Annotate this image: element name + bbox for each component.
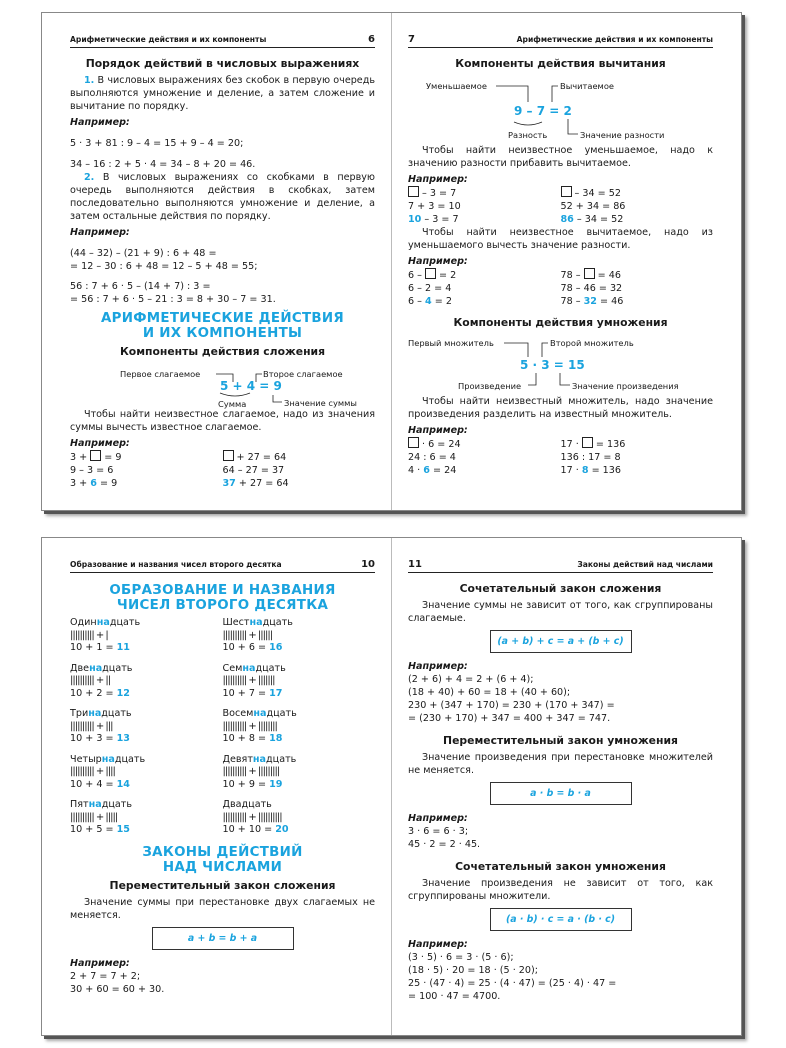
section-title: Сочетательный закон умножения	[455, 860, 666, 873]
blank-box	[561, 186, 572, 197]
example-label: Например:	[408, 661, 468, 672]
addition-example: 5 + 4 = 9	[220, 379, 282, 393]
rule-paragraph: Чтобы найти неизвестное слагаемое, надо из значения суммы вычесть известное слагаемое.	[70, 409, 375, 433]
label-sum-value: Значение суммы	[284, 398, 357, 408]
blank-box	[408, 437, 419, 448]
label-product: Произведение	[458, 381, 522, 391]
number-name-item	[70, 617, 223, 655]
equation: 56 : 7 + 6 · 5 – (14 + 7) : 3 =	[70, 281, 211, 292]
running-header	[70, 33, 375, 48]
chapter-heading: АРИФМЕТИЧЕСКИЕ ДЕЙСТВИЯ И ИХ КОМПОНЕНТЫ	[100, 311, 345, 341]
number-equation: 10 + 9 = 19	[222, 778, 283, 790]
equation: 230 + (347 + 170) = 230 + (170 + 347) =	[408, 700, 615, 711]
number-name-item	[223, 708, 376, 746]
example-label: Например:	[408, 174, 468, 185]
blank-box	[408, 186, 419, 197]
examples-columns: 3 + = 9 9 – 3 = 6 3 + 6 = 9 + 27 = 64 64 – 27 = 37 37 + 27 = 64	[70, 452, 289, 489]
law-formula-box: (a · b) · c = a · (b · c)	[490, 908, 632, 931]
page-number: 11	[408, 559, 422, 570]
tally-sticks: |||||||||| + |||||	[70, 811, 118, 823]
equation: (18 + 40) + 60 = 18 + (40 + 60);	[408, 687, 571, 698]
tally-sticks: |||||||||| + ||||||||||	[222, 811, 282, 823]
section-title: Переместительный закон сложения	[109, 878, 336, 892]
blank-box	[223, 450, 234, 461]
example-label: Например:	[70, 438, 130, 449]
addition-diagram	[70, 362, 375, 408]
law-formula-box: a + b = b + a	[152, 927, 294, 950]
multiplication-example: 5 · 3 = 15	[520, 358, 585, 372]
book-spread-bottom	[41, 537, 742, 1036]
equation: 5 · 3 + 81 : 9 – 4 = 15 + 9 – 4 = 20;	[70, 138, 244, 149]
number-name-item	[70, 663, 223, 701]
tally-sticks: |||||||||| + |	[70, 629, 108, 641]
examples-columns: · 6 = 24 24 : 6 = 4 4 · 6 = 24 17 · = 136 136 : 17 = 8 17 · 8 = 136	[408, 439, 626, 476]
example-label: Например:	[408, 425, 468, 436]
equation: 2 + 7 = 7 + 2;	[70, 970, 141, 982]
rule-paragraph: Чтобы найти неизвестный множитель, надо значение произведения разделить на известный множитель.	[408, 396, 713, 420]
number-word: Семнадцать	[222, 662, 286, 674]
rule-paragraph: 2. В числовых выражениях со скобками в первую очередь выполняются действия в скобках, затем последовательно выполняются умножение и деление, а затем остальные действия по порядку.	[70, 172, 375, 222]
number-word: Восемнадцать	[222, 708, 297, 719]
rule-paragraph: Чтобы найти неизвестное уменьшаемое, надо к значению разности прибавить вычитаемое.	[408, 145, 713, 169]
example-label: Например:	[408, 813, 468, 824]
rule-paragraph: Значение произведения при перестановке множителей не меняется.	[408, 752, 713, 776]
number-word: Шестнадцать	[222, 617, 293, 628]
multiplication-diagram	[408, 333, 713, 395]
chapter-heading: ОБРАЗОВАНИЕ И НАЗВАНИЯ ЧИСЕЛ ВТОРОГО ДЕСЯТКА	[109, 583, 336, 613]
number-word: Пятнадцать	[70, 799, 132, 810]
book-spread-top	[41, 12, 742, 511]
equation: (2 + 6) + 4 = 2 + (6 + 4);	[408, 674, 534, 685]
equation: = 56 : 7 + 6 · 5 – 21 : 3 = 8 + 30 – 7 = 31.	[70, 294, 276, 305]
header-title: Арифметические действия и их компоненты	[516, 35, 713, 44]
page-7	[392, 13, 741, 510]
number-name-item	[223, 799, 376, 837]
equation: (44 – 32) – (21 + 9) : 6 + 48 =	[70, 248, 217, 259]
number-word: Четырнадцать	[70, 753, 146, 765]
blank-box	[90, 450, 101, 461]
number-names-grid	[70, 617, 375, 837]
running-header	[408, 558, 713, 573]
label-first-factor: Первый множитель	[408, 338, 494, 348]
rule-paragraph: Чтобы найти неизвестное вычитаемое, надо из уменьшаемого вычесть значение разности.	[408, 227, 713, 251]
number-equation: 10 + 10 = 20	[222, 824, 289, 835]
label-subtrahend: Вычитаемое	[560, 81, 614, 91]
number-name-item	[223, 754, 376, 792]
equation: 34 – 16 : 2 + 5 · 4 = 34 – 8 + 20 = 46.	[70, 159, 256, 170]
rule-paragraph: Значение произведения не зависит от того, как сгруппированы множители.	[408, 878, 713, 902]
tally-sticks: |||||||||| + ||	[70, 675, 111, 686]
number-word: Тринадцать	[70, 708, 132, 719]
section-title: Порядок действий в числовых выражениях	[85, 57, 360, 70]
section-title: Переместительный закон умножения	[443, 734, 678, 747]
example-label: Например:	[70, 117, 130, 128]
examples-columns: 6 – = 2 6 – 2 = 4 6 – 4 = 2 78 – = 46 78 – 46 = 32 78 – 32 = 46	[408, 270, 624, 307]
tally-sticks: |||||||||| + ||||||||	[222, 720, 277, 732]
equation: (18 · 5) · 20 = 18 · (5 · 20);	[408, 965, 538, 976]
running-header	[408, 33, 713, 48]
number-word: Двадцать	[222, 799, 272, 810]
equation: = (230 + 170) + 347 = 400 + 347 = 747.	[408, 713, 611, 724]
page-number: 6	[368, 34, 375, 45]
section-title: Компоненты действия умножения	[453, 316, 668, 329]
number-word: Двенадцать	[70, 662, 133, 674]
equation: 3 · 6 = 6 · 3;	[408, 826, 469, 837]
section-title: Сочетательный закон сложения	[459, 582, 662, 595]
equation: 30 + 60 = 60 + 30.	[70, 983, 165, 995]
section-title: Компоненты действия вычитания	[455, 57, 666, 70]
number-equation: 10 + 5 = 15	[70, 824, 130, 835]
subtraction-diagram	[408, 74, 713, 144]
number-equation: 10 + 4 = 14	[70, 778, 130, 790]
equation: (3 · 5) · 6 = 3 · (5 · 6);	[408, 952, 514, 963]
number-name-item	[223, 663, 376, 701]
number-word: Девятнадцать	[222, 753, 297, 765]
tally-sticks: |||||||||| + |||||||||	[222, 766, 280, 777]
page-number: 10	[361, 559, 375, 570]
tally-sticks: |||||||||| + ||||||	[222, 629, 273, 641]
example-label: Например:	[70, 957, 130, 969]
blank-box	[425, 268, 436, 279]
equation: 25 · (47 · 4) = 25 · (4 · 47) = (25 · 4) · 47 =	[408, 978, 617, 989]
rule-paragraph: 1. В числовых выражениях без скобок в первую очередь выполняются умножение и деление, а затем сложение и вычитание по порядку.	[70, 75, 375, 112]
number-name-item	[70, 708, 223, 746]
blank-box	[582, 437, 593, 448]
page-10	[42, 538, 392, 1035]
label-minuend: Уменьшаемое	[426, 81, 487, 91]
number-equation: 10 + 1 = 11	[70, 642, 130, 653]
label-second-addend: Второе слагаемое	[263, 369, 343, 379]
subtraction-example: 9 – 7 = 2	[514, 104, 572, 118]
number-equation: 10 + 3 = 13	[70, 733, 130, 744]
rule-paragraph: Значение суммы при перестановке двух слагаемых не меняется.	[70, 896, 375, 921]
running-header	[70, 558, 375, 573]
law-formula-box: (a + b) + c = a + (b + c)	[490, 630, 632, 653]
label-difference: Разность	[508, 130, 548, 140]
tally-sticks: |||||||||| + |||||||	[222, 675, 275, 686]
law-formula-box: a · b = b · a	[490, 782, 632, 805]
number-equation: 10 + 8 = 18	[222, 733, 283, 744]
section-title: Компоненты действия сложения	[119, 345, 326, 358]
label-first-addend: Первое слагаемое	[120, 369, 201, 379]
chapter-heading: ЗАКОНЫ ДЕЙСТВИЙ НАД ЧИСЛАМИ	[142, 844, 303, 875]
number-name-item	[223, 617, 376, 655]
header-title: Образование и названия чисел второго десятка	[70, 560, 282, 569]
page-number: 7	[408, 34, 415, 45]
header-title: Законы действий над числами	[577, 560, 713, 569]
example-label: Например:	[70, 227, 130, 238]
label-sum: Сумма	[218, 399, 247, 409]
tally-sticks: |||||||||| + |||	[70, 720, 113, 732]
label-second-factor: Второй множитель	[550, 338, 634, 348]
equation: 45 · 2 = 2 · 45.	[408, 839, 481, 850]
equation: = 100 · 47 = 4700.	[408, 991, 501, 1002]
number-equation: 10 + 2 = 12	[70, 687, 130, 699]
number-equation: 10 + 7 = 17	[222, 687, 283, 699]
example-label: Например:	[408, 256, 468, 267]
equation: = 12 – 30 : 6 + 48 = 12 – 5 + 48 = 55;	[70, 261, 258, 272]
tally-sticks: |||||||||| + ||||	[70, 766, 115, 777]
examples-columns: – 3 = 7 7 + 3 = 10 10 – 3 = 7 – 34 = 52 52 + 34 = 86 86 – 34 = 52	[408, 188, 626, 225]
header-title: Арифметические действия и их компоненты	[70, 35, 267, 44]
page-6	[42, 13, 392, 510]
page-11	[392, 538, 741, 1035]
number-equation: 10 + 6 = 16	[222, 642, 283, 653]
number-name-item	[70, 754, 223, 792]
number-word: Одиннадцать	[70, 617, 141, 628]
label-product-value: Значение произведения	[572, 381, 679, 391]
number-name-item	[70, 799, 223, 837]
rule-paragraph: Значение суммы не зависит от того, как сгруппированы слагаемые.	[408, 600, 713, 624]
label-difference-value: Значение разности	[580, 130, 665, 140]
example-label: Например:	[408, 939, 468, 950]
blank-box	[584, 268, 595, 279]
